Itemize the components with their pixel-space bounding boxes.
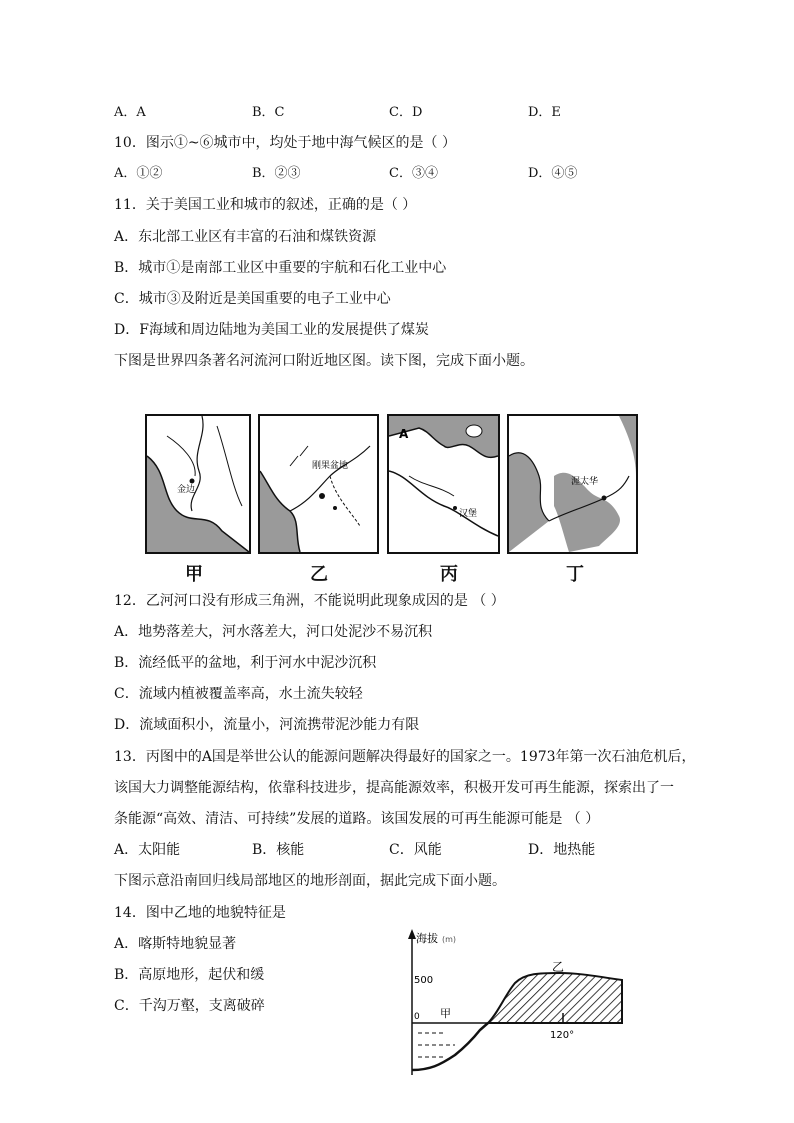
q13-option-a: A．太阳能 bbox=[114, 842, 181, 858]
q10-option-d: D．④⑤ bbox=[528, 166, 578, 181]
q12-option-d: D．流域面积小，流量小，河流携带泥沙能力有限 bbox=[114, 717, 420, 733]
panel-label-jia: 甲 bbox=[185, 564, 203, 585]
q9-option-c: C．D bbox=[389, 105, 423, 120]
q10-stem: 10．图示①~⑥城市中，均处于地中海气候区的是（ ） bbox=[114, 135, 456, 151]
terrain-profile-figure bbox=[400, 925, 630, 1085]
q12-option-a: A．地势落差大，河水落差大，河口处泥沙不易沉积 bbox=[114, 624, 433, 640]
q13-stem-line2: 该国大力调整能源结构，依靠科技进步，提高能源效率，积极开发可再生能源，探索出了一 bbox=[114, 780, 674, 796]
profile-ylabel: 海拔 bbox=[416, 932, 438, 945]
profile-label-jia: 甲 bbox=[440, 1007, 451, 1020]
profile-intro: 下图示意沿南回归线局部地区的地形剖面，据此完成下面小题。 bbox=[114, 873, 506, 889]
map-panel-bing bbox=[387, 414, 500, 554]
ding-city-label: 渥太华 bbox=[571, 477, 599, 487]
q11-option-a: A．东北部工业区有丰富的石油和煤铁资源 bbox=[114, 229, 377, 245]
q11-option-b: B．城市①是南部工业区中重要的宇航和石化工业中心 bbox=[114, 260, 447, 276]
bing-city-label: 汉堡 bbox=[459, 509, 478, 519]
q13-option-d: D．地热能 bbox=[528, 842, 596, 858]
q10-option-c: C．③④ bbox=[389, 166, 438, 181]
panel-label-bing: 丙 bbox=[440, 564, 458, 585]
q14-option-b: B．高原地形，起伏和缓 bbox=[114, 967, 265, 983]
q11-option-d: D．F海域和周边陆地为美国工业的发展提供了煤炭 bbox=[114, 322, 429, 338]
q12-stem: 12．乙河河口没有形成三角洲，不能说明此现象成因的是 （ ） bbox=[114, 593, 505, 609]
q12-option-c: C．流域内植被覆盖率高，水土流失较轻 bbox=[114, 686, 363, 702]
q12-option-b: B．流经低平的盆地，利于河水中泥沙沉积 bbox=[114, 655, 377, 671]
yi-basin-label: 刚果盆地 bbox=[312, 461, 349, 471]
q11-option-c: C．城市③及附近是美国重要的电子工业中心 bbox=[114, 291, 391, 307]
q10-option-a: A．①② bbox=[114, 166, 163, 181]
profile-yunit: (m) bbox=[442, 935, 457, 944]
profile-tick-0: 0 bbox=[414, 1012, 420, 1022]
map-panel-yi bbox=[258, 414, 379, 554]
q14-stem: 14．图中乙地的地貌特征是 bbox=[114, 905, 286, 921]
panel-label-ding: 丁 bbox=[566, 564, 584, 585]
profile-tick-500: 500 bbox=[414, 975, 434, 986]
jia-city-label: 金边 bbox=[177, 485, 196, 495]
map-panel-ding bbox=[507, 414, 638, 554]
q13-stem-line1: 13．丙图中的A国是举世公认的能源问题解决得最好的国家之一。1973年第一次石油危机后， bbox=[114, 749, 696, 765]
bing-country-label: A bbox=[399, 427, 409, 441]
panel-label-yi: 乙 bbox=[310, 564, 328, 585]
q13-stem-line3: 条能源“高效、清洁、可持续”发展的道路。该国发展的可再生能源可能是 （ ） bbox=[114, 811, 600, 827]
q9-option-a: A．A bbox=[114, 105, 146, 120]
rivers-intro: 下图是世界四条著名河流河口附近地区图。读下图，完成下面小题。 bbox=[114, 353, 534, 369]
q14-option-a: A．喀斯特地貌显著 bbox=[114, 936, 237, 952]
q9-option-d: D．E bbox=[528, 105, 561, 120]
map-panel-jia bbox=[145, 414, 251, 554]
q9-option-b: B．C bbox=[252, 105, 285, 120]
q14-option-c: C．千沟万壑，支离破碎 bbox=[114, 998, 265, 1014]
q10-option-b: B．②③ bbox=[252, 166, 301, 181]
seabed-profile bbox=[412, 1023, 488, 1070]
land-profile bbox=[488, 973, 622, 1023]
q11-stem: 11．关于美国工业和城市的叙述，正确的是（ ） bbox=[114, 197, 417, 213]
q13-option-b: B．核能 bbox=[252, 842, 305, 858]
q13-option-c: C．风能 bbox=[389, 842, 442, 858]
profile-label-yi: 乙 bbox=[552, 960, 565, 974]
profile-longitude-label: 120° bbox=[550, 1030, 575, 1041]
